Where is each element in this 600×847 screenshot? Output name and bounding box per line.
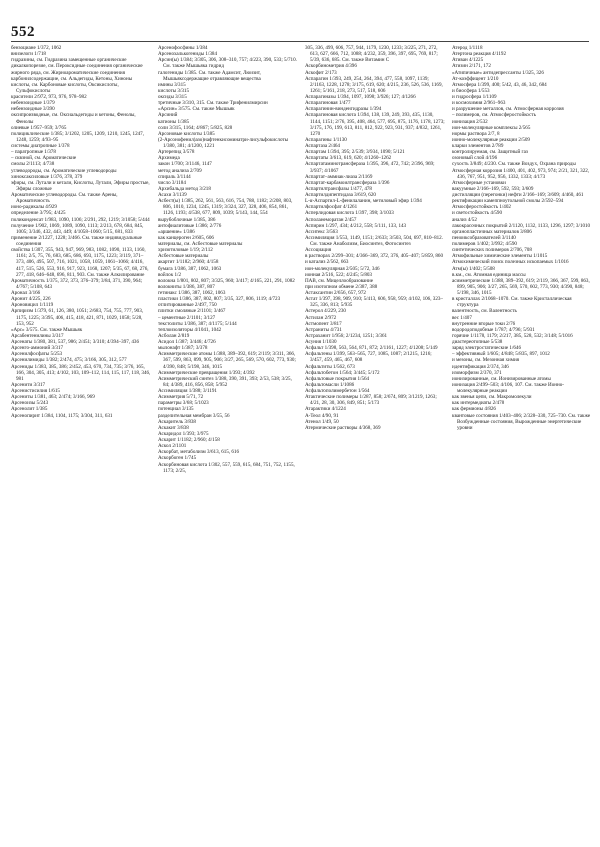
index-entry: Атмосфера 1/399, 400; 5/42, 43, 46, 342, 684 (452, 81, 547, 88)
index-entry: хризотиловые 1/19; 2/112 (158, 247, 213, 254)
index-entry: Аскарит 1/1182; 2/960; 4/158 (158, 437, 220, 443)
index-entry: изоморфизм 2/370, 371 (452, 369, 502, 376)
index-entry: ионо-радикалы 4/929 (11, 204, 57, 211)
index-entry: хиноксаксиловые 1/376, 378, 379 (11, 173, 83, 180)
index-entry: контролируемая, см. Защитный газ (452, 149, 528, 156)
index-entry: разделительная мембран 3/55, 56 (158, 412, 230, 419)
index-entry: Архимеда (158, 155, 180, 162)
index-entry: пластики 1/386, 387, 802, 807; 3/35, 327, 806, 1119; 4/723 (158, 296, 281, 303)
index-entry: Аспарагиновая 1/477 (305, 100, 351, 107)
index-entry: углеводороды, см. Ароматические углеводороды (11, 167, 117, 174)
index-entry: Аскофит 2/173 (305, 69, 337, 76)
index-entry: полициклические 1/385; 3/1202, 1205, 1209, 1210, 1245, 1247, 1248, 1259; 4/93–95 (11, 130, 144, 143)
index-entry: Асфальтиты 1/562, 673 (305, 363, 355, 370)
index-entry: Арсениды 1/383, 385, 386; 2/452, 453, 670, 734, 735; 3/76, 165, 166, 304, 305, 413; 4/102, 103, 109–112, 114, 115, 117, 118, 346, 981 (11, 363, 151, 382)
index-entry: определение 3/795; 4/425 (11, 210, 66, 217)
index-entry: ионизация 2/532 (452, 118, 488, 125)
index-entry: акартит 1/1182; 2/960; 4/158 (158, 259, 219, 266)
index-entry: 305, 336, 499, 606, 757, 944, 1179, 1230, 1233; 3/225, 271, 272, 613, 627, 666, 712, 1088; 4/232, 359, 396, 397, 695, 769, 817; 5/39, 636, 685. См. также Витамин С (305, 45, 438, 64)
index-entry: Аспарагиназы 1/394, 1097, 1098; 3/926; 127; 4/1266 (305, 94, 416, 100)
index-entry: эфиры, см. Лутали и кетали, Кислоты, Лутали, Эфиры простые, Эфиры сложные (11, 179, 150, 192)
index-entry: в.км., см. Атомная единица массы (452, 271, 526, 278)
index-entry: Аскорбоген 1/745 (158, 455, 197, 462)
index-entry: как звенья цепи, см. Макромолекули (452, 394, 532, 401)
index-entry: Астат 1/397, 398, 909, 910; 5/413, 606, 958, 959; 4/102, 106, 323–325, 336, 813; 5/935 (305, 296, 443, 309)
index-entry: Атмохимический поиск полезных ископаемых 1/1016 (452, 259, 569, 266)
index-entry: синтетических полимеров 2/706, 708 (452, 247, 532, 254)
index-entry: Атенол 1/49, 50 (305, 418, 339, 425)
index-entry: валентность, см. Валентность (452, 308, 517, 315)
index-entry: Асимметрические атомы 1/388, 389–392, 619; 2/119; 3/311, 366, 367, 599, 863, 899, 905, 906; 3/27, 265, 569, 570, 602, 773, 930; 4/390, 848; 5/198, 346, 1015 (158, 351, 296, 370)
index-entry: кларки элементов 2/789 (452, 143, 504, 149)
index-entry: Аскаритель 3/838 (158, 418, 196, 425)
index-entry: Асимметрические превращения 1/393; 4/392 (158, 369, 255, 376)
index-entry: спираль 3/1144 (158, 173, 191, 180)
index-entry: красители 2/972, 973, 976, 978–982 (11, 94, 87, 100)
index-entry: «Атипичные» антидепрессанты 1/325, 326 (452, 69, 544, 76)
index-entry: Ативан 4/1225 (452, 57, 484, 64)
index-entry: в растворах 2/299–301; 4/366–369, 372, 376, 405–407; 5/859, 860 (305, 253, 444, 260)
index-entry: Арсеноизы 5/243 (11, 400, 49, 407)
index-entry: Аскорбат, метаболизм 3/613, 615, 616 (158, 449, 240, 456)
index-entry: применение 2/1227, 1228; 3/466. См. также индивидуальные соединения (11, 234, 142, 247)
index-entry: ион-молекулярные комплексы 2/565 (452, 124, 531, 131)
index-entry: Атмосферные установки (452, 179, 506, 186)
index-entry: Атизин 2/171, 172 (452, 63, 491, 70)
index-entry: число 3/1184 (158, 179, 186, 186)
index-entry: асимметрические 1/388, 389–392, 619; 2/119, 366, 367, 599, 863, 899, 905, 906; 3/27, 265, 569, 570, 602, 773, 930; 4/390, 848; 5/198, 346, 1015 (452, 277, 590, 296)
index-column-2 (158, 45, 298, 837)
index-entry: ион-молекулярная 2/505; 5/72, 346 (305, 265, 380, 272)
index-entry: Асболан 2/819 (158, 332, 190, 339)
index-entry: поликонденсат 1/983, 1090, 1106; 2/291, 292, 1219; 3/1058; 5/444 (11, 216, 150, 223)
index-entry: ионизация 2/499–503; 4/106, 107. См. также Ионно-молекулярные реакции (452, 381, 564, 394)
index-entry: органопластичных материалов 3/806 (452, 228, 532, 235)
index-entry: анализ 4/52 (452, 216, 477, 223)
index-entry: Арсенити 3/317 (11, 381, 46, 388)
index-entry: системы диатропные 1/378 (11, 143, 70, 149)
index-entry: Асфальт 1/398, 563, 564, 871, 872; 2/1161, 1227; 4/1208; 5/149 (305, 345, 438, 352)
index-entry: Асперлидовая кислота 1/397, 398; 3/1033 (305, 210, 394, 217)
index-entry: Арсенолит 1/385 (11, 406, 48, 413)
index-entry: материалы, см. Асбестовые материалы (158, 241, 243, 247)
index-entry: отлитированные 2/497, 750 (158, 302, 217, 309)
index-entry: получение 1/902, 1069, 1089, 1090, 1113; 2/213, 678, 684, 845, 1005; 3/346, 432, 443, 449; 4/1058–1060; 5/15, 681, 833 (11, 222, 144, 235)
index-entry: мылонафт 1/387; 3/378 (158, 345, 208, 352)
index-columns (11, 45, 592, 837)
index-entry: озоновый слой 4/196 (452, 155, 498, 162)
index-entry: Астмопент 3/817 (305, 320, 342, 327)
index-entry: вес 1/407 (452, 314, 472, 321)
index-entry: Артерепид 3/578 (158, 149, 195, 156)
index-entry: Ассоциация (305, 247, 332, 254)
index-entry: Асфальтобетон 1/564; 3/445; 5/172 (305, 369, 380, 376)
index-entry: свойства 1/307, 355, 943, 947, 969, 983, 1082, 1090, 1133, 1160, 1161; 2/5, 75, 76, 683, 685, 686, 693, 1175, 1223; 3/119, 371–373, 406, 495, 507, 716, 1021, 1058, 1059, 1061–1066; 4/416, 417, 515, 526, 553, 916, 917, 923, 1168, 1207; 5/35, 67, 68, 276, 277, 418, 646–648, 696, 811, 903. См. также Алкилирование (11, 247, 149, 278)
index-column-4 (452, 45, 592, 837)
index-entry: бумага 1/386, 387, 1062, 1063 (158, 265, 222, 272)
index-entry: Астраниты 4/731 (305, 326, 342, 333)
index-entry: Аспарагиновая кислота 1/394, 138, 139, 249, 393, 435, 1130, 1144, 1151; 2/76, 395, 408, 464, 577, 695, 875, 1176, 1178, 1273; 3/175, 176, 199, 613, 811, 812, 922, 923, 931, 937; 4/832, 1261, 1270 (305, 112, 445, 137)
index-entry: соли 3/315, 1164; 4/867; 5/825, 828 (158, 124, 233, 131)
index-entry: ректификации камеппноутольной смолы 2/592–594 (452, 198, 564, 205)
page-number: 552 (11, 24, 35, 40)
index-entry: и биосфера 1/553 (452, 87, 490, 94)
index-entry: ионная 2/516, 522; 4/245; 5/803 (305, 271, 372, 278)
index-entry: Арсенопирит 1/384, 1104, 1175; 3/304, 311, 631 (11, 412, 113, 419)
index-entry: Аспирин 1/297, 434; 4/212, 558; 5/111, 133, 143 (305, 222, 407, 229)
index-entry: как интермедиаты 2/478 (452, 400, 505, 407)
index-entry: – полимеров, см. Атмосферостойкость (452, 112, 536, 119)
index-entry: Асбестовые материалы (158, 253, 209, 260)
index-entry: оксиды 3/315 (158, 94, 187, 100)
index-entry: потенциал 3/135 (158, 406, 194, 413)
index-entry: Ароматические углеводороды. См. также Арены, Ароматичность (11, 192, 118, 205)
index-entry: Астилан 2/972 (305, 314, 337, 321)
index-entry: Астаксантин 2/656, 657, 972 (305, 290, 366, 296)
index-entry: Аронал 3/166 (11, 290, 41, 296)
index-entry: и разрушение металлов, см. Атмосферная коррозия (452, 106, 564, 113)
index-entry: как канцероген 2/605, 606 (158, 234, 214, 241)
index-entry: вырубоблочные 1/385, 386 (158, 216, 216, 223)
index-entry: Асуния 1/1030 (305, 339, 337, 345)
index-entry: Астраханит 1/956; 2/1234, 1251; 3/361 (305, 332, 388, 339)
index-entry: антофиалитовые 1/386; 2/776 (158, 222, 222, 229)
index-entry: Аспартат-карбамоилтрансфераза 1/396 (305, 179, 390, 186)
index-entry: водородоподобные 1/787; 4/796; 5/931 (452, 326, 535, 333)
index-entry: теплоизоляторы 4/1041, 1042 (158, 326, 222, 333)
index-entry: квантовые состояния 1/403–406; 2/328–330, 725–730. См. также Возбужденные состояния, Вырожденные энергетические уровни (452, 412, 591, 431)
index-entry: жирного ряда, см. Жирноароматические соединения (11, 69, 125, 76)
index-entry: третичные 3/310, 315. См. также Трифенилмирсин (158, 100, 268, 107)
index-entry: Атмофильные химические элементы 1/1015 (452, 253, 548, 260)
index-entry: Арсенилфосфаты 5/253 (11, 351, 63, 358)
index-entry: ионизированные, см. Ионизированные атомы (452, 375, 551, 382)
index-entry: Ароновицил 1/1119 (11, 302, 54, 309)
index-entry: Асфальтены 1/399, 563–565, 727, 1085, 1087; 2/1215, 1216; 3/457, 459, 465, 467, 608 (305, 351, 432, 364)
index-column-3 (305, 45, 445, 837)
index-entry: при изотопном обмене 2/387, 388 (305, 283, 378, 290)
index-entry: ионно-молекулярные реакции 2/509 (452, 136, 530, 143)
index-entry: полимеров 1/402; 3/992; 4/590 (452, 241, 517, 247)
index-entry: Аспарагины 1/1130 (305, 136, 347, 143)
index-entry: вакуумные 2/166–169, 592, 593; 3/609 (452, 185, 534, 192)
index-entry: закон 1/700; 3/1146, 1147 (158, 161, 212, 168)
index-entry: Аскаридол 1/393; 3/975 (158, 430, 209, 437)
index-entry: дистилляции (перегонки) нефти 2/166–169; 3/609; 4/460, 461 (452, 192, 584, 198)
index-entry: Арпиризм 1/379, 61, 126, 380, 1051; 2/683, 754, 755, 777, 903, 1175, 1225; 3/395, 406, 415, 418, 421, 871, 1029, 1058; 5/28, 153, 952 (11, 308, 144, 327)
index-entry: диастереотопные 5/538 (452, 339, 503, 345)
index-entry: заряд электростатические 1/646 (452, 345, 522, 352)
index-entry: Асимметрический синтез 1/388, 390, 391, 393; 2/53, 538; 3/25, 84; 4/389, 416, 856, 858; 5/952 (158, 375, 292, 388)
index-entry: нормы раствора 2/7, 8 (452, 130, 500, 137)
index-entry: Асахи 3/1139 (158, 192, 187, 198)
index-entry: «аршение» 1/386 (158, 228, 195, 235)
index-entry: пеноиксобразователей 3/1140 (452, 234, 516, 241)
index-entry: метод анализа 2/709 (158, 167, 202, 174)
index-entry: Аспартаза 2/464 (305, 143, 340, 149)
index-entry: оксипроизводные, см. Оксиальдегиды и кетоны, Фенолы, Фенолы (11, 112, 136, 125)
index-entry: «Арсин» 3/575. См. также Мышьяк (158, 106, 235, 113)
index-entry: гидразины, см. Гидразина замещенные органические (11, 57, 127, 64)
index-entry: Ат-коэффицент 1/210 (452, 75, 499, 82)
index-entry: Аспартилтрансфазы 1/477, 478 (305, 185, 372, 192)
index-entry: Аскорбиновая кислота 1/302, 557, 559, 615, 684, 751, 752, 1155, 1173; 2/25, (158, 461, 295, 474)
index-entry: Атарактики 4/1224 (305, 406, 346, 413)
index-entry: Арсенилимиды 1/382; 2/474, 475; 3/166, 305, 312, 577 (11, 357, 127, 364)
index-entry: имины 3/315 (158, 81, 186, 88)
index-entry: Арсенго-аммоний 3/317 (11, 345, 64, 352)
index-entry: Аскол 2/1101 (158, 443, 187, 450)
index-entry: Арсенистисилия 1/615 (11, 388, 60, 394)
index-entry: кислоты, см. Карбоновые кислоты, Оксикислоты, Сульфокислоты (11, 81, 119, 94)
index-entry: Асполанеморатан 2/457 (305, 216, 357, 223)
index-entry: как фермионы 4/826 (452, 406, 496, 413)
index-entry: Ассимиляция 1/388; 3/1191 (158, 388, 217, 394)
index-entry: Ассимиляция 1/553, 1149, 1151; 2/633; 3/503, 504, 697, 810–812. См. также Анаболизм, Биосинтез, Фотосинтез (305, 234, 444, 247)
index-entry: Аспартаты 3/613, 619, 620; 4/1260–1262 (305, 155, 392, 162)
index-entry: – сквзной, см. Ароматические (11, 155, 77, 162)
index-entry: и космохимия 2/961–963 (452, 100, 506, 107)
index-entry: Асфальтовые покрытия 1/564 (305, 375, 370, 382)
index-entry: и катализ 2/562, 663 (305, 259, 349, 266)
index-entry: лакокрасочных покрытий 2/1120, 1132, 1133, 1296, 1297; 3/1010 (452, 222, 591, 229)
index-entry: ПАВ, см. Мицеллообразование (305, 277, 373, 284)
header-rule (11, 41, 589, 42)
index-entry: кислоты 3/315 (158, 87, 190, 94)
index-entry: катионы 1/385 (158, 118, 190, 125)
index-entry: Аспарагинин-винденгидразы 1/394 (305, 106, 382, 113)
index-entry: Аспартилдипептидаза 3/619, 620 (305, 192, 376, 198)
index-entry: олиевые 1/957–959; 3/765 (11, 124, 67, 131)
index-entry: плитки смоляные 2/1101; 3/467 (158, 308, 226, 315)
index-entry: бензоциане 1/372, 1062 (11, 45, 62, 51)
index-entry: Асфальтомасли 1/1086 (305, 381, 355, 388)
index-entry: Атертона реакция 4/1192 (452, 51, 506, 58)
index-entry: Ароматичность 1/375, 372, 373, 376–379; 3/84, 371, 390, 964; 4/767; 5/108, 643 (11, 277, 143, 290)
index-entry: Аскакит 3/838 (158, 424, 189, 431)
index-entry: гетинакс 1/386, 387, 1062, 1063 (158, 290, 226, 296)
index-column-1 (11, 45, 151, 837)
index-entry: Арсоновые кислоты 1/385 (158, 130, 215, 137)
index-entry: идентификация 2/374, 346 (452, 363, 509, 370)
index-entry: – эффективный 1/605; 4/848; 5/835, 897, 1012 (452, 351, 550, 358)
index-entry: Аспарагин 1/393, 249, 254, 264, 394, 477, 558, 1097, 1139; 2/1163, 1228, 1278; 3/175, 619, 620; 4/215, 236, 526, 536, 1169, 1261; 5/161, 218, 273, 517, 518, 606 (305, 75, 443, 94)
index-entry: – цементные 2/1101; 3/127 (158, 314, 216, 321)
index-entry: галогениды 1/385. См. также Адамсит, Люизит, Мышьяксодержащие отравляющие вещества (158, 69, 261, 82)
index-entry: (2-Арсонофенил)азо)нафтенкисоминатри-лисульфокислоты 1/380, 381; 4/1200, 1221 (158, 136, 289, 149)
index-entry: А-Теол 4/90, 91 (305, 412, 339, 419)
index-entry: – паратропные 1/378 (11, 149, 56, 156)
index-entry: Асбест(ы) 1/385, 262, 561, 563, 616, 754, 788, 1182; 2/208, 803, 806, 1010, 1234, 1245, 1319; 3/324, 327, 328, 406, 854, 861, 1126, 1193; 4/538, 677, 809, 1039; 5/143, 144, 554 (158, 198, 293, 217)
index-entry: Асидол 1/387; 3/446; 4/726 (158, 339, 216, 345)
index-entry: Аскорбинометрия 4/396 (305, 63, 357, 70)
index-entry: Аронит 4/225, 226 (11, 296, 51, 303)
index-entry: Архибальда метод 3/218 (158, 185, 211, 192)
index-entry: смолы 2/1113; 4/738 (11, 161, 55, 168)
index-entry: Атмосферостойкость 1/402 (452, 204, 511, 211)
index-entry: Атмосферная коррозия 1/400, 401, 402, 973, 974; 2/21, 321, 322, 436, 767, 951, 952, 956, 1332, 1333; 4/173 (452, 167, 590, 180)
index-entry: Аспартилфосфат 4/1261 (305, 204, 358, 211)
index-entry: внизелоги 1/718 (11, 51, 46, 58)
index-entry: Атм(ы) 1/402; 5/508 (452, 265, 495, 272)
index-entry: L-α-Аспартил-L-фенилаланин, метиловый эфир 1/394 (305, 198, 422, 205)
index-entry: Асситекс 3/563 (305, 228, 338, 235)
index-entry: Астерол 4/229, 230 (305, 308, 346, 315)
index-entry: Арсин(ы) 1/384; 3/305, 306, 308–310, 757; 4/223, 390, 533; 5/710. См. также Мышьяка гидрид (158, 57, 297, 70)
index-entry: в кристаллах 2/1068–1070. См. также Кристаллическая структура (452, 296, 572, 309)
index-entry: Асфальтополимербетон 1/564 (305, 388, 370, 394)
index-entry: сухость 3/849; 4/230. См. также Воздух, Охрана природы (452, 161, 576, 168)
index-entry: и мезоны, см. Мезонная химия (452, 357, 520, 364)
index-entry: параметры 3/68; 5/1023 (158, 400, 209, 407)
index-entry: Аспартат–аммиак-лиаза 2/1169 (305, 173, 373, 180)
index-entry: внутренние вторые токи 2/76 (452, 320, 516, 327)
index-entry: Асимметрия 5/71, 72 (158, 394, 204, 401)
index-entry: текстолиты 1/386, 387; 4/1175; 5/144 (158, 320, 237, 327)
index-entry: Аспартам 1/394, 395; 2/539; 3/934, 1090; 5/121 (305, 149, 405, 156)
index-entry: Атермические растворы 4/368, 369 (305, 424, 381, 431)
index-entry: «Арс» 3/575. См. также Мышьяк (11, 326, 83, 333)
index-entry: Арсенофосфины 1/384 (158, 45, 208, 51)
index-entry: Арсабентенилины 3/317 (11, 332, 64, 339)
index-entry: небензоидные 3/390 (11, 106, 55, 113)
index-entry: и гидросфера 1/1109 (452, 94, 497, 100)
index-entry: горячие 1/1178, 1179; 2/217, 385, 528, 532; 3/148; 5/1016 (452, 332, 573, 339)
index-entry: Арсиний (158, 112, 178, 119)
index-entry: войлок 1/2 (158, 271, 181, 278)
index-entry: небензоидные 1/379 (11, 100, 55, 107)
index-entry: и светостойкость 4/590 (452, 210, 502, 217)
index-entry: карбонилсодержащие, см. Альдегиды, Кетоны, Хиноны (11, 75, 133, 82)
index-entry: Арсениты 1/381, 463; 2/474; 3/166, 969 (11, 394, 95, 401)
index-entry: волокниты 1/386, 387, 807 (158, 283, 215, 290)
index-entry: волокна 1/801, 802, 807; 3/325, 960; 3/417; 4/165, 221, 291, 1082 (158, 277, 295, 284)
index-entry: Арсенаты 1/380, 381, 537, 986; 2/451; 3/310; 4/394–397, 436 (11, 339, 140, 345)
index-entry: Атактические полимеры 1/287, 858; 2/674, 809; 3/1219, 1263; 4/21, 28, 30, 306, 849, 851; 5/173 (305, 394, 437, 407)
index-entry: дикалкопорезие, см. Пероксидные соединения органические (11, 63, 143, 70)
index-entry: Арсенохалькогениды 1/384 (158, 51, 217, 58)
index-entry: Аспартатаминотрансфераза 1/395, 396, 472, 742; 2/396, 969; 3/937; 4/1067 (305, 161, 435, 174)
index-entry: Атерод 1/1118 (452, 45, 483, 51)
